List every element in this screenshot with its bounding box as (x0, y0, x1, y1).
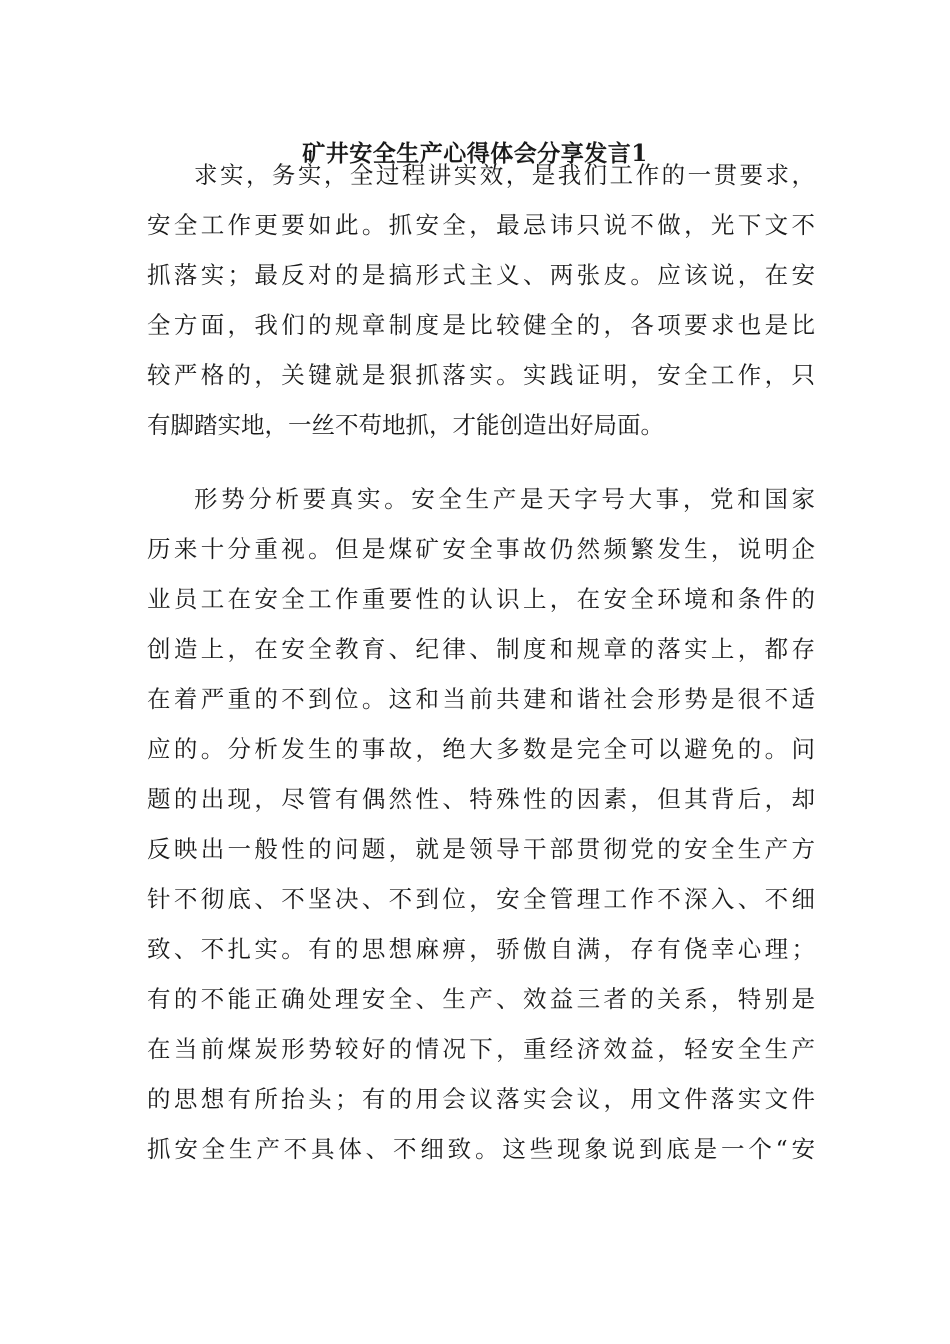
paragraph-line: 求实，务实，全过程讲实效，是我们工作的一贯要求， (194, 161, 815, 189)
paragraph-line: 形势分析要真实。安全生产是天字号大事，党和国家 (194, 485, 815, 513)
paragraph-line: 安全工作更要如此。抓安全，最忌讳只说不做，光下文不 (147, 211, 815, 239)
paragraph-1 (147, 150, 815, 450)
paragraph-line: 针不彻底、不坚决、不到位，安全管理工作不深入、不细 (147, 885, 815, 913)
paragraph-2 (147, 474, 815, 1174)
paragraph-line: 抓安全生产不具体、不细致。这些现象说到底是一个“安 (147, 1135, 815, 1163)
paragraph-line: 创造上，在安全教育、纪律、制度和规章的落实上，都存 (147, 635, 815, 663)
paragraph-line: 反映出一般性的问题，就是领导干部贯彻党的安全生产方 (147, 835, 815, 863)
paragraph-line: 致、不扎实。有的思想麻痹，骄傲自满，存有侥幸心理； (147, 935, 815, 963)
paragraph-line: 抓落实；最反对的是搞形式主义、两张皮。应该说，在安 (147, 261, 815, 289)
paragraph-line: 历来十分重视。但是煤矿安全事故仍然频繁发生，说明企 (147, 535, 815, 563)
document-title: 矿井安全生产心得体会分享发言1 (302, 140, 648, 167)
paragraph-line: 题的出现，尽管有偶然性、特殊性的因素，但其背后，却 (147, 785, 815, 813)
paragraph-line: 全方面，我们的规章制度是比较健全的，各项要求也是比 (147, 311, 815, 339)
paragraph-line: 有的不能正确处理安全、生产、效益三者的关系，特别是 (147, 985, 815, 1013)
paragraph-line: 较严格的，关键就是狠抓落实。实践证明，安全工作，只 (147, 361, 815, 389)
paragraph-line: 应的。分析发生的事故，绝大多数是完全可以避免的。问 (147, 735, 815, 763)
paragraph-line: 的思想有所抬头；有的用会议落实会议，用文件落实文件 (147, 1085, 815, 1113)
paragraph-line: 在着严重的不到位。这和当前共建和谐社会形势是很不适 (147, 685, 815, 713)
paragraph-line: 有脚踏实地，一丝不苟地抓，才能创造出好局面。 (147, 411, 664, 439)
paragraph-line: 业员工在安全工作重要性的认识上，在安全环境和条件的 (147, 585, 815, 613)
paragraph-line: 在当前煤炭形势较好的情况下，重经济效益，轻安全生产 (147, 1035, 815, 1063)
